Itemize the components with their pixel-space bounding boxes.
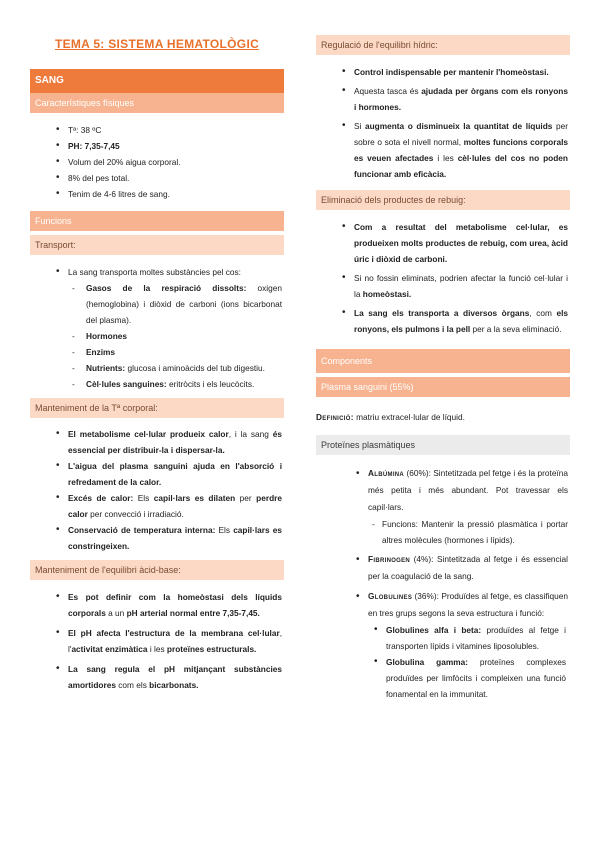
transport-list: [30, 264, 284, 392]
caracteristiques-list: [30, 122, 284, 202]
list-item: • El pH afecta l'estructura de la membrana cel·lular, l'activitat enzimàtica i les proteïnes estructurals.: [30, 625, 284, 657]
list-item: - Gasos de la respiració dissolts: oxigen (hemoglobina) i diòxid de carboni (ions bicarbonat del plasma).: [68, 280, 282, 328]
list-item: - Hormones: [68, 328, 282, 344]
list-item: • Globulines (36%): Produïdes al fetge, es classifiquen en tres grups segons la seva estructura i funció: • Globulines alfa i beta: produïdes al fetge i transporten lípids i vitamines liposolubles. • Globulina gamma: proteïnes complexes produïdes per limfòcits i compleixen una funció fonamental en la immunitat.: [316, 588, 570, 702]
hidric-list: [316, 64, 570, 182]
globulines-sublist: [368, 622, 568, 702]
right-column: [316, 0, 570, 702]
list-item: • 8% del pes total.: [30, 170, 284, 186]
heading-hidric: Regulació de l'equilibri hídric:: [316, 35, 570, 55]
heading-residus: Eliminació dels productes de rebuig:: [316, 190, 570, 210]
residus-list: [316, 219, 570, 337]
list-item: • L'aigua del plasma sanguini ajuda en l'absorció i refredament de la calor.: [30, 458, 284, 490]
list-item: • PH: 7,35-7,45: [30, 138, 284, 154]
section-components: Components: [316, 349, 570, 373]
list-item: • Globulina gamma: proteïnes complexes produïdes per limfòcits i compleixen una funció fonamental en la immunitat.: [368, 654, 568, 702]
albumina-sublist: [368, 516, 568, 548]
list-item: • Si augmenta o disminueix la quantitat de líquids per sobre o sota el nivell normal, moltes funcions corporals es veuen afectades i les cèl·lules del cos no poden funcionar amb eficàcia.: [316, 118, 570, 182]
list-item: • El metabolisme cel·lular produeix calor, i la sang és essencial per distribuir-la i dispersar-la.: [30, 426, 284, 458]
list-item: • Excés de calor: Els capil·lars es dilaten per perdre calor per convecció i irradiació.: [30, 490, 284, 522]
page-title: TEMA 5: SISTEMA HEMATOLÒGIC: [54, 37, 260, 51]
list-item: • Volum del 20% aigua corporal.: [30, 154, 284, 170]
subsection-funcions: Funcions: [30, 211, 284, 231]
plasma-definition: Definició: matriu extracel·lular de líquid.: [316, 412, 465, 422]
list-item: • Tª: 38 ºC: [30, 122, 284, 138]
subsection-plasma: Plasma sanguini (55%): [316, 377, 570, 397]
heading-transport: Transport:: [30, 235, 284, 255]
proteines-list: [316, 465, 570, 702]
list-item: • Tenim de 4-6 litres de sang.: [30, 186, 284, 202]
list-item: - Funcions: Mantenir la pressió plasmàtica i portar altres molècules (hormones i lípids).: [368, 516, 568, 548]
section-sang: SANG: [30, 69, 284, 93]
list-item: • Com a resultat del metabolisme cel·lular, es produeixen molts productes de rebuig, com urea, àcid úric i diòxid de carboni.: [316, 219, 570, 267]
list-item: • Control indispensable per mantenir l'homeòstasi.: [316, 64, 570, 80]
list-item: • Globulines alfa i beta: produïdes al fetge i transporten lípids i vitamines liposolubles.: [368, 622, 568, 654]
list-item: • Conservació de temperatura interna: Els capil·lars es constringeixen.: [30, 522, 284, 554]
list-item: - Enzims: [68, 344, 282, 360]
heading-acid-base: Manteniment de l'equilibri àcid-base:: [30, 560, 284, 580]
list-item: - Cèl·lules sanguines: eritròcits i els leucòcits.: [68, 376, 282, 392]
temperatura-list: [30, 426, 284, 554]
subsection-caracteristiques: Característiques físiques: [30, 93, 284, 113]
heading-proteines: Proteïnes plasmàtiques: [316, 435, 570, 455]
list-item: • La sang regula el pH mitjançant substàncies amortidores com els bicarbonats.: [30, 661, 284, 693]
acid-base-list: [30, 589, 284, 693]
list-item: • Albúmina (60%): Sintetitzada pel fetge i és la proteïna més petita i més abundant. Pot travessar els capil·lars. - Funcions: Mantenir la pressió plasmàtica i portar altres molècules (hormones i lípids).: [316, 465, 570, 548]
list-item: - Nutrients: glucosa i aminoàcids del tub digestiu.: [68, 360, 282, 376]
list-item: • La sang transporta moltes substàncies pel cos: - Gasos de la respiració dissolts: oxigen (hemoglobina) i diòxid de carboni (ions bicarbonat del plasma). - Hormones - Enzims - Nutrients: glucosa i aminoàcids del tub digestiu. - Cèl·lules sanguines: eritròcits i els leucòcits.: [30, 264, 284, 392]
list-item: • Aquesta tasca és ajudada per òrgans com els ronyons i hormones.: [316, 83, 570, 115]
list-item: • Si no fossin eliminats, podrien afectar la funció cel·lular i la homeòstasi.: [316, 270, 570, 302]
list-item: • Es pot definir com la homeòstasi dels líquids corporals a un pH arterial normal entre 7,35-7,45.: [30, 589, 284, 621]
transport-sublist: [68, 280, 282, 392]
list-item: • La sang els transporta a diversos òrgans, com els ronyons, els pulmons i la pell per a la seva eliminació.: [316, 305, 570, 337]
left-column: [30, 0, 284, 693]
heading-temperatura: Manteniment de la Tª corporal:: [30, 398, 284, 418]
list-item: • Fibrinogen (4%): Sintetitzada al fetge i és essencial per la coagulació de la sang.: [316, 551, 570, 585]
